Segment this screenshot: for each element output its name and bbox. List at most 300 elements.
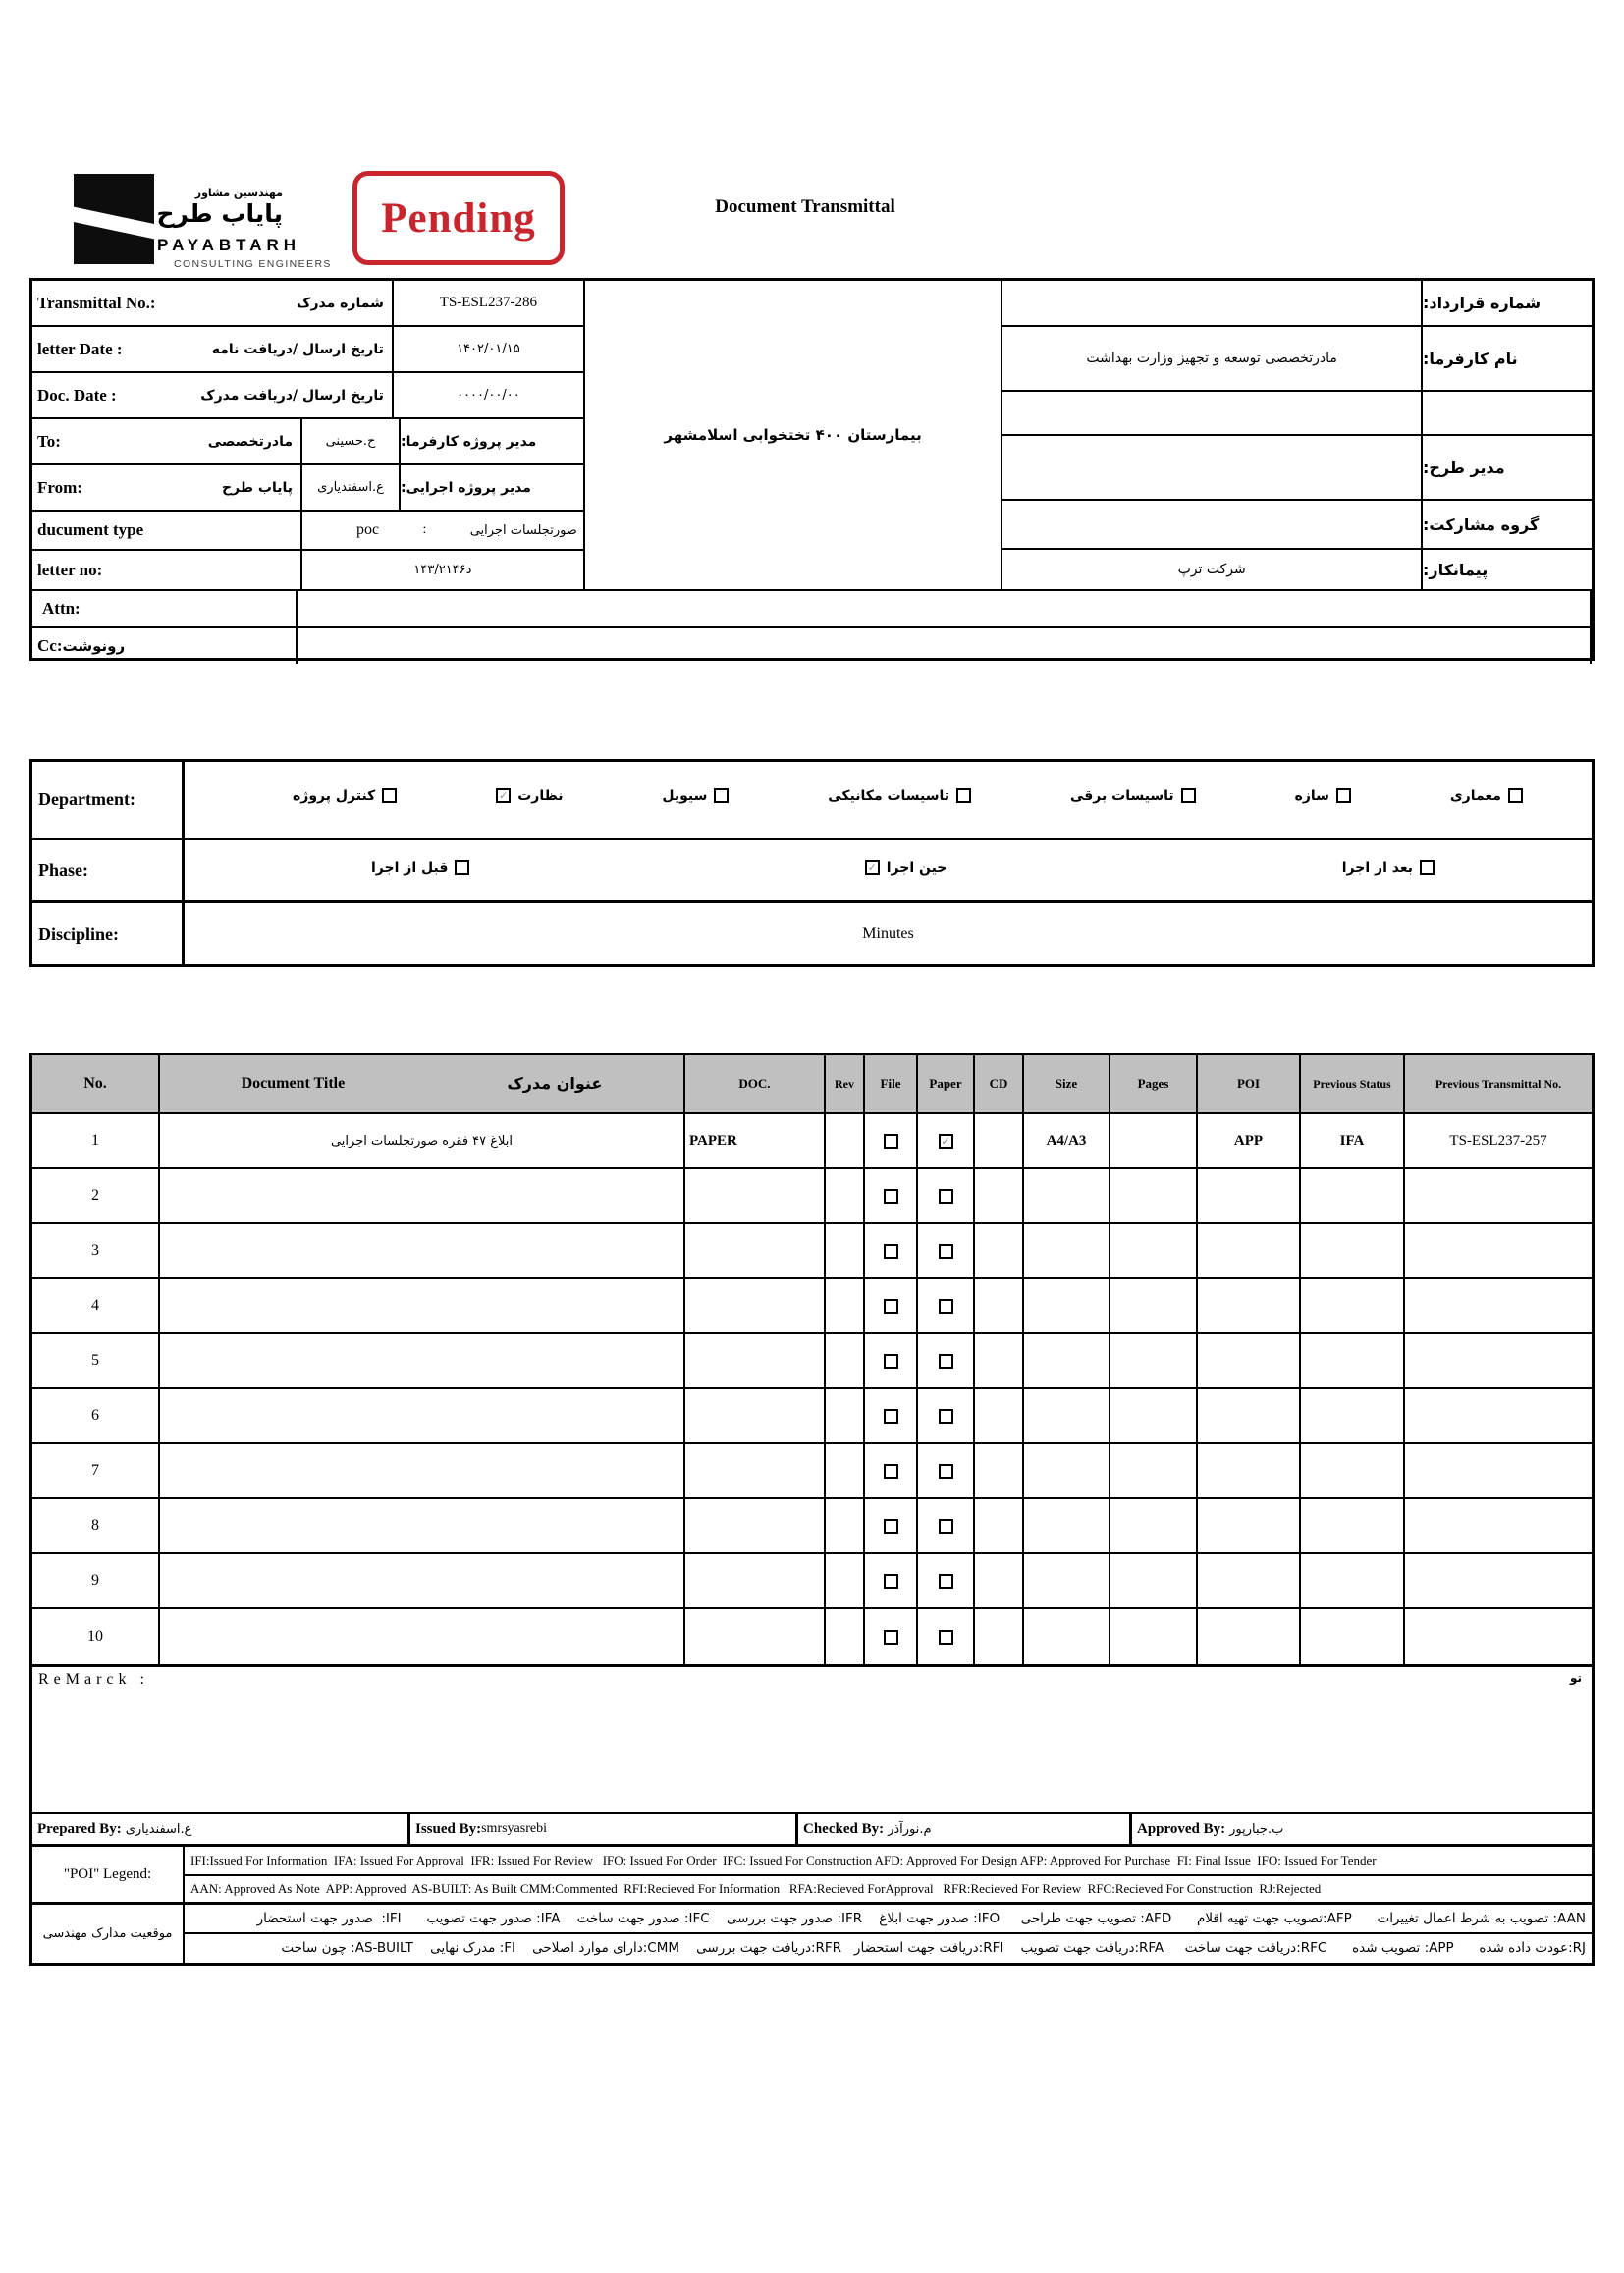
cell-pages <box>1110 1554 1198 1607</box>
col-header-rev: Rev <box>826 1055 865 1112</box>
cell-cd <box>975 1224 1024 1277</box>
cell-doc <box>685 1444 826 1497</box>
cell-prev-transmittal <box>1405 1444 1592 1497</box>
cell-prev-status <box>1301 1224 1405 1277</box>
cell-rev <box>826 1224 865 1277</box>
from-person: ع.اسفندیاری <box>300 465 399 510</box>
phase-label: Phase: <box>32 840 185 900</box>
cell-poi <box>1198 1499 1301 1552</box>
cell-poi <box>1198 1224 1301 1277</box>
doc-date-value: ۰۰۰۰/۰۰/۰۰ <box>392 373 583 417</box>
cell-rev <box>826 1169 865 1222</box>
cell-rev <box>826 1114 865 1167</box>
cell-doc <box>685 1279 826 1332</box>
checkbox-label: سازه <box>1294 787 1329 804</box>
phase-option <box>371 860 469 876</box>
cell-rev <box>826 1609 865 1664</box>
cell-size <box>1024 1609 1110 1664</box>
cell-poi <box>1198 1169 1301 1222</box>
letter-no-value: ۱۴۳/۲۱۴۶د <box>300 551 583 589</box>
department-option <box>1450 788 1523 804</box>
cell-pages <box>1110 1499 1198 1552</box>
cell-prev-status <box>1301 1499 1405 1552</box>
cell-no: 8 <box>32 1499 160 1552</box>
col-header-title-fa: عنوان مدرک <box>507 1074 603 1094</box>
legend-side-label: موقعیت مدارک مهندسی <box>42 1926 173 1941</box>
doc-type-label-en: ducument type <box>37 520 144 539</box>
poi-legend-label: "POI" Legend: <box>32 1847 183 1905</box>
cell-poi <box>1198 1279 1301 1332</box>
cell-prev-status <box>1301 1609 1405 1664</box>
cell-cd <box>975 1609 1024 1664</box>
table-row <box>32 1224 1592 1279</box>
department-label: Department: <box>32 762 185 838</box>
col-header-doc: DOC. <box>685 1055 826 1112</box>
department-option <box>496 788 563 804</box>
cell-pages <box>1110 1224 1198 1277</box>
cc-value <box>298 628 1592 664</box>
cell-prev-transmittal: TS-ESL237-257 <box>1449 1132 1547 1149</box>
department-option <box>293 788 397 804</box>
cell-title <box>160 1609 685 1664</box>
cell-rev <box>826 1554 865 1607</box>
cell-cd <box>975 1499 1024 1552</box>
discipline-row <box>32 903 1592 964</box>
cell-file <box>865 1609 918 1664</box>
cell-rev <box>826 1499 865 1552</box>
cell-cd <box>975 1389 1024 1442</box>
logo-fa-tagline: مهندسین مشاور <box>194 187 283 199</box>
plan-manager-label: مدیر طرح: <box>1423 458 1505 477</box>
file-checkbox[interactable] <box>884 1244 898 1259</box>
cell-no: 3 <box>32 1224 160 1277</box>
department-row <box>32 762 1592 840</box>
partnership-label: گروه مشارکت: <box>1423 514 1540 534</box>
cell-cd <box>975 1554 1024 1607</box>
transmittal-no-label-fa: شماره مدرک <box>297 295 384 311</box>
partnership-row <box>1002 501 1592 550</box>
cell-size <box>1024 1169 1110 1222</box>
checkbox[interactable] <box>956 788 971 803</box>
cell-size <box>1024 1444 1110 1497</box>
cell-size: A4/A3 <box>1024 1114 1110 1167</box>
table-row <box>32 1389 1592 1444</box>
cell-prev-status <box>1301 1169 1405 1222</box>
checkbox[interactable] <box>455 860 469 875</box>
file-checkbox[interactable] <box>884 1354 898 1369</box>
cell-paper <box>918 1224 975 1277</box>
paper-checkbox[interactable] <box>939 1189 953 1204</box>
cell-doc <box>685 1334 826 1387</box>
file-checkbox[interactable] <box>884 1519 898 1534</box>
cell-title <box>160 1444 685 1497</box>
project-name: بیمارستان ۴۰۰ تختخوابی اسلامشهر <box>664 426 922 444</box>
col-header-prev-status: Previous Status <box>1301 1055 1405 1112</box>
checkbox[interactable] <box>1336 788 1351 803</box>
col-header-title-en: Document Title <box>241 1075 346 1093</box>
cell-size <box>1024 1499 1110 1552</box>
checked-by-label: Checked By: <box>803 1820 885 1837</box>
remark-label: ReMarck : <box>38 1671 149 1688</box>
paper-checkbox[interactable] <box>939 1409 953 1424</box>
contractor-label: پیمانکار: <box>1423 560 1489 579</box>
letter-date-label-fa: تاریخ ارسال /دریافت نامه <box>211 341 384 357</box>
cell-prev-transmittal <box>1405 1279 1592 1332</box>
cell-prev-status <box>1301 1279 1405 1332</box>
phase-options <box>185 840 1592 900</box>
cell-file <box>865 1279 918 1332</box>
file-checkbox[interactable] <box>884 1299 898 1314</box>
cell-no: 2 <box>32 1169 160 1222</box>
cell-prev-transmittal <box>1405 1334 1592 1387</box>
cell-cd <box>975 1444 1024 1497</box>
checkbox-label: کنترل پروژه <box>293 787 376 804</box>
cell-file <box>865 1334 918 1387</box>
cell-paper <box>918 1609 975 1664</box>
attn-label: Attn: <box>42 599 81 618</box>
cell-pages <box>1110 1444 1198 1497</box>
checkbox[interactable] <box>496 788 511 803</box>
remark-corner-note: تو <box>1569 1671 1582 1685</box>
cell-pages <box>1110 1389 1198 1442</box>
cell-size <box>1024 1279 1110 1332</box>
cell-rev <box>826 1334 865 1387</box>
checkbox[interactable] <box>382 788 397 803</box>
from-row <box>32 465 583 512</box>
cell-no: 10 <box>32 1609 160 1664</box>
cell-prev-transmittal <box>1405 1224 1592 1277</box>
cell-title <box>160 1499 685 1552</box>
from-role-label: مدیر پروژه اجرایی: <box>399 465 583 510</box>
table-row <box>32 1444 1592 1499</box>
classification-table <box>29 759 1595 967</box>
cell-pages <box>1110 1114 1198 1167</box>
letter-no-row <box>32 551 583 589</box>
doc-type-value-fa: صورتجلسات اجرایی <box>469 522 577 538</box>
cell-prev-transmittal <box>1405 1609 1592 1664</box>
paper-checkbox[interactable] <box>939 1574 953 1589</box>
cell-poi: APP <box>1198 1114 1301 1167</box>
paper-checkbox[interactable] <box>939 1299 953 1314</box>
contractor-value: شرکت ترپ <box>1002 550 1423 589</box>
logo-swoosh-shape <box>74 205 154 244</box>
contractor-row <box>1002 550 1592 589</box>
cell-file <box>865 1444 918 1497</box>
cell-paper <box>918 1114 975 1167</box>
col-header-title <box>160 1055 685 1112</box>
cell-doc <box>685 1609 826 1664</box>
cell-file <box>865 1499 918 1552</box>
table-row <box>32 1169 1592 1224</box>
poi-legend <box>29 1844 1595 1966</box>
info-middle-block <box>585 281 1001 589</box>
cell-no: 6 <box>32 1389 160 1442</box>
department-options <box>185 762 1592 838</box>
transmittal-no-label-en: Transmittal No.: <box>37 293 156 312</box>
plan-manager-value <box>1002 436 1423 499</box>
phase-option <box>1342 860 1435 876</box>
transmittal-no-row <box>32 281 583 327</box>
doc-date-label-fa: تاریخ ارسال /دریافت مدرک <box>200 387 384 404</box>
cell-cd <box>975 1334 1024 1387</box>
checkbox-label: حین اجرا <box>886 859 947 876</box>
cell-prev-status <box>1301 1444 1405 1497</box>
cell-poi <box>1198 1609 1301 1664</box>
file-checkbox[interactable] <box>884 1464 898 1479</box>
cell-title: ابلاغ ۴۷ فقره صورتجلسات اجرایی <box>160 1114 685 1167</box>
attn-value <box>298 591 1592 626</box>
cell-cd <box>975 1114 1024 1167</box>
cell-pages <box>1110 1334 1198 1387</box>
to-row <box>32 419 583 465</box>
client-name-row <box>1002 327 1592 392</box>
doc-type-value-en: poc <box>356 521 380 538</box>
table-row <box>32 1554 1592 1609</box>
checkbox[interactable] <box>1181 788 1196 803</box>
issued-by-name: smrsyasrebi <box>481 1821 547 1836</box>
contract-no-label: شماره قرارداد: <box>1423 294 1542 312</box>
to-role-label: مدیر پروژه کارفرما: <box>399 419 583 463</box>
to-person: ح.حسینی <box>300 419 399 463</box>
contract-no-value <box>1002 281 1423 325</box>
cell-poi <box>1198 1334 1301 1387</box>
checked-by-cell <box>798 1814 1132 1844</box>
approved-by-label: Approved By: <box>1137 1820 1226 1837</box>
attn-row <box>32 589 1592 626</box>
checkbox[interactable] <box>865 860 880 875</box>
cell-poi <box>1198 1389 1301 1442</box>
cell-prev-transmittal <box>1405 1389 1592 1442</box>
cell-file <box>865 1114 918 1167</box>
checkbox-label: نظارت <box>517 787 564 804</box>
checkbox-label: معماری <box>1449 787 1501 804</box>
discipline-label: Discipline: <box>32 903 185 964</box>
cc-row <box>32 626 1592 664</box>
paper-checkbox[interactable] <box>939 1519 953 1534</box>
contract-no-row <box>1002 281 1592 327</box>
letter-date-label-en: letter Date : <box>37 339 123 358</box>
table-row <box>32 1499 1592 1554</box>
department-option <box>1295 788 1351 804</box>
plan-manager-row <box>1002 436 1592 501</box>
cell-prev-status <box>1301 1554 1405 1607</box>
legend-row-fa-2: RJ:عودت داده شده APP: تصویب شده RFC:دریافت جهت ساخت RFA:دریافت جهت تصویب RFI:دریافت جهت استحضار RFR:دریافت جهت بررسی CMM:دارای موارد اصلاحی FI: مدرک نهایی AS-BUILT: چون ساخت <box>281 1940 1586 1957</box>
documents-table <box>29 1053 1595 1667</box>
paper-checkbox[interactable] <box>939 1134 953 1149</box>
cell-poi <box>1198 1554 1301 1607</box>
cell-title <box>160 1389 685 1442</box>
table-row <box>32 1114 1592 1169</box>
doc-date-row <box>32 373 583 419</box>
cell-poi <box>1198 1444 1301 1497</box>
cell-file <box>865 1389 918 1442</box>
cell-prev-transmittal <box>1405 1169 1592 1222</box>
paper-checkbox[interactable] <box>939 1464 953 1479</box>
cell-paper <box>918 1389 975 1442</box>
cell-paper <box>918 1554 975 1607</box>
file-checkbox[interactable] <box>884 1409 898 1424</box>
approved-by-name: ب.جبارپور <box>1229 1821 1284 1837</box>
cell-no: 9 <box>32 1554 160 1607</box>
checkbox[interactable] <box>1508 788 1523 803</box>
col-header-size: Size <box>1024 1055 1110 1112</box>
file-checkbox[interactable] <box>884 1630 898 1645</box>
checkbox-label: سیویل <box>662 787 708 804</box>
col-header-prev-transmittal: Previous Transmittal No. <box>1435 1076 1562 1091</box>
col-header-pages: Pages <box>1110 1055 1198 1112</box>
file-checkbox[interactable] <box>884 1574 898 1589</box>
info-left-block <box>32 281 585 589</box>
cell-size <box>1024 1554 1110 1607</box>
from-label-en: From: <box>37 477 82 497</box>
checkbox-label: تاسیسات مکانیکی <box>828 787 950 804</box>
doc-date-label-en: Doc. Date : <box>37 385 117 405</box>
table-row <box>32 1334 1592 1389</box>
cell-title <box>160 1554 685 1607</box>
department-option <box>828 788 971 804</box>
empty-value <box>1002 392 1423 434</box>
logo-en-name: PAYABTARH <box>157 236 301 254</box>
checkbox-label: قبل از اجرا <box>371 859 449 876</box>
cell-paper <box>918 1444 975 1497</box>
info-right-block <box>1001 281 1592 589</box>
prepared-by-name: ع.اسفندیاری <box>125 1821 192 1837</box>
cell-doc <box>685 1389 826 1442</box>
cell-title <box>160 1169 685 1222</box>
cell-no: 7 <box>32 1444 160 1497</box>
cell-title <box>160 1224 685 1277</box>
legend-content <box>185 1847 1592 1963</box>
cell-prev-status <box>1301 1334 1405 1387</box>
cell-no: 5 <box>32 1334 160 1387</box>
approved-by-cell <box>1132 1814 1592 1844</box>
cell-paper <box>918 1499 975 1552</box>
checkbox[interactable] <box>714 788 729 803</box>
phase-option <box>865 860 947 876</box>
transmittal-info-table <box>29 278 1595 661</box>
cell-pages <box>1110 1279 1198 1332</box>
cell-rev <box>826 1444 865 1497</box>
cell-file <box>865 1224 918 1277</box>
col-header-no: No. <box>32 1055 160 1112</box>
cell-file <box>865 1554 918 1607</box>
department-option <box>1070 788 1196 804</box>
cell-cd <box>975 1279 1024 1332</box>
prepared-by-cell <box>32 1814 410 1844</box>
file-checkbox[interactable] <box>884 1189 898 1204</box>
letter-date-row <box>32 327 583 373</box>
legend-row-en-2: AAN: Approved As Note APP: Approved AS-BUILT: As Built CMM:Commented RFI:Recieved For Information RFA:Recieved ForApproval RFR:Recieved For Review RFC:Recieved For Construction RJ:Rejected <box>185 1876 1592 1906</box>
to-value-fa: مادرتخصصی <box>207 433 293 450</box>
cell-prev-transmittal <box>1405 1554 1592 1607</box>
logo-en-subtitle: CONSULTING ENGINEERS <box>174 258 332 270</box>
client-name-value: مادرتخصصی توسعه و تجهیز وزارت بهداشت <box>1002 327 1423 390</box>
doc-type-separator: : <box>422 522 427 537</box>
documents-table-header <box>32 1055 1592 1114</box>
page-title: Document Transmittal <box>715 196 895 217</box>
cell-paper <box>918 1279 975 1332</box>
empty-label <box>1423 392 1592 434</box>
col-header-file: File <box>865 1055 918 1112</box>
paper-checkbox[interactable] <box>939 1354 953 1369</box>
letter-date-value: ۱۴۰۲/۰۱/۱۵ <box>392 327 583 371</box>
letter-no-label-en: letter no: <box>37 560 103 579</box>
checkbox-label: تاسیسات برقی <box>1069 787 1174 804</box>
cell-doc: PAPER <box>685 1114 826 1167</box>
cell-no: 4 <box>32 1279 160 1332</box>
cc-label-en: Cc: <box>37 636 63 655</box>
cell-doc <box>685 1169 826 1222</box>
empty-row <box>1002 392 1592 436</box>
pending-stamp: Pending <box>352 171 565 265</box>
checkbox[interactable] <box>1420 860 1435 875</box>
legend-row-fa-1: AAN: تصویب به شرط اعمال تغییرات AFP:تصویب جهت تهیه اقلام AFD: تصویب جهت طراحی IFO: صدور جهت ابلاغ IFR: صدور جهت بررسی IFC: صدور جهت ساخت IFA: صدور جهت تصویب IFI: صدور جهت استحضار <box>185 1905 1592 1934</box>
col-header-paper: Paper <box>918 1055 975 1112</box>
file-checkbox[interactable] <box>884 1134 898 1149</box>
col-header-cd: CD <box>975 1055 1024 1112</box>
cell-doc <box>685 1224 826 1277</box>
discipline-value: Minutes <box>862 925 914 942</box>
issued-by-label: Issued By: <box>415 1820 482 1837</box>
to-label-en: To: <box>37 431 61 451</box>
cell-title <box>160 1279 685 1332</box>
prepared-by-label: Prepared By: <box>37 1820 122 1837</box>
cell-size <box>1024 1334 1110 1387</box>
paper-checkbox[interactable] <box>939 1630 953 1645</box>
transmittal-no-value: TS-ESL237-286 <box>392 281 583 325</box>
checked-by-name: م.نورآذر <box>888 1821 932 1837</box>
doc-type-row <box>32 512 583 551</box>
col-header-poi: POI <box>1198 1055 1301 1112</box>
partnership-value <box>1002 501 1423 548</box>
issued-by-cell <box>410 1814 798 1844</box>
client-name-label: نام کارفرما: <box>1423 349 1518 368</box>
paper-checkbox[interactable] <box>939 1244 953 1259</box>
cell-size <box>1024 1389 1110 1442</box>
table-row <box>32 1609 1592 1664</box>
cell-paper <box>918 1334 975 1387</box>
logo-fa-name: پایاب طرح <box>156 199 283 228</box>
cell-doc <box>685 1499 826 1552</box>
cell-title <box>160 1334 685 1387</box>
cell-pages <box>1110 1609 1198 1664</box>
remark-box <box>29 1664 1595 1814</box>
cell-prev-transmittal <box>1405 1499 1592 1552</box>
legend-row-en-1: IFI:Issued For Information IFA: Issued For Approval IFR: Issued For Review IFO: Issued For Order IFC: Issued For Construction AFD: Approved For Design AFP: Approved For Purchase FI: Final Issue IFO: Issued For Tender <box>185 1847 1592 1876</box>
cell-pages <box>1110 1169 1198 1222</box>
from-value-fa: پایاب طرح <box>222 479 293 496</box>
department-option <box>662 788 729 804</box>
legend-label-column <box>32 1847 185 1963</box>
cell-rev <box>826 1279 865 1332</box>
company-logo-icon <box>74 174 154 264</box>
cell-doc <box>685 1554 826 1607</box>
cell-file <box>865 1169 918 1222</box>
cell-no: 1 <box>32 1114 160 1167</box>
signature-row <box>29 1812 1595 1847</box>
checkbox-label: بعد از اجرا <box>1341 859 1413 876</box>
cell-cd <box>975 1169 1024 1222</box>
cell-prev-status: IFA <box>1301 1114 1405 1167</box>
cc-label-fa: رونوشت <box>62 637 126 655</box>
cell-rev <box>826 1389 865 1442</box>
cell-size <box>1024 1224 1110 1277</box>
table-row <box>32 1279 1592 1334</box>
phase-row <box>32 840 1592 903</box>
cell-paper <box>918 1169 975 1222</box>
docs-body <box>32 1114 1592 1664</box>
cell-prev-status <box>1301 1389 1405 1442</box>
